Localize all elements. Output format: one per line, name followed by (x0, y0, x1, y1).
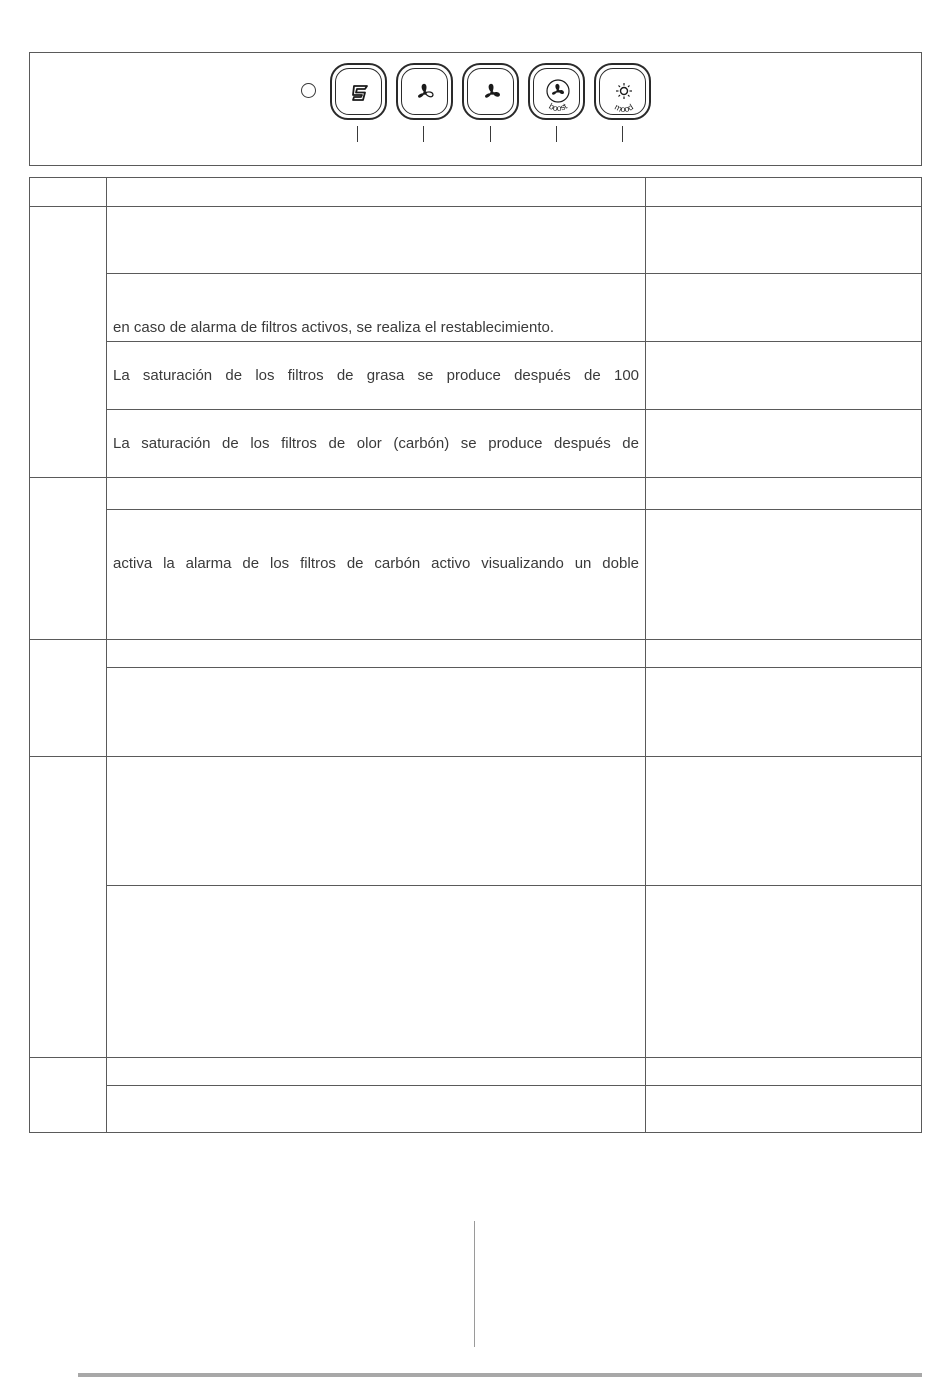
boost-label: boost (547, 100, 569, 114)
footer-bar (78, 1373, 922, 1377)
odor-filter-saturation-text: La saturación de los filtros de olor (carbón) se produce después de (113, 435, 639, 452)
column-divider-line (474, 1221, 475, 1347)
grease-filter-saturation-text: La saturación de los filtros de grasa se produce después de 100 (113, 367, 639, 384)
mood-label: mood (613, 101, 635, 115)
carbon-filter-alarm-text: activa la alarma de los filtros de carbón activo visualizando un doble (113, 555, 639, 572)
filters-reset-text: en caso de alarma de filtros activos, se realiza el restablecimiento. (113, 319, 555, 336)
